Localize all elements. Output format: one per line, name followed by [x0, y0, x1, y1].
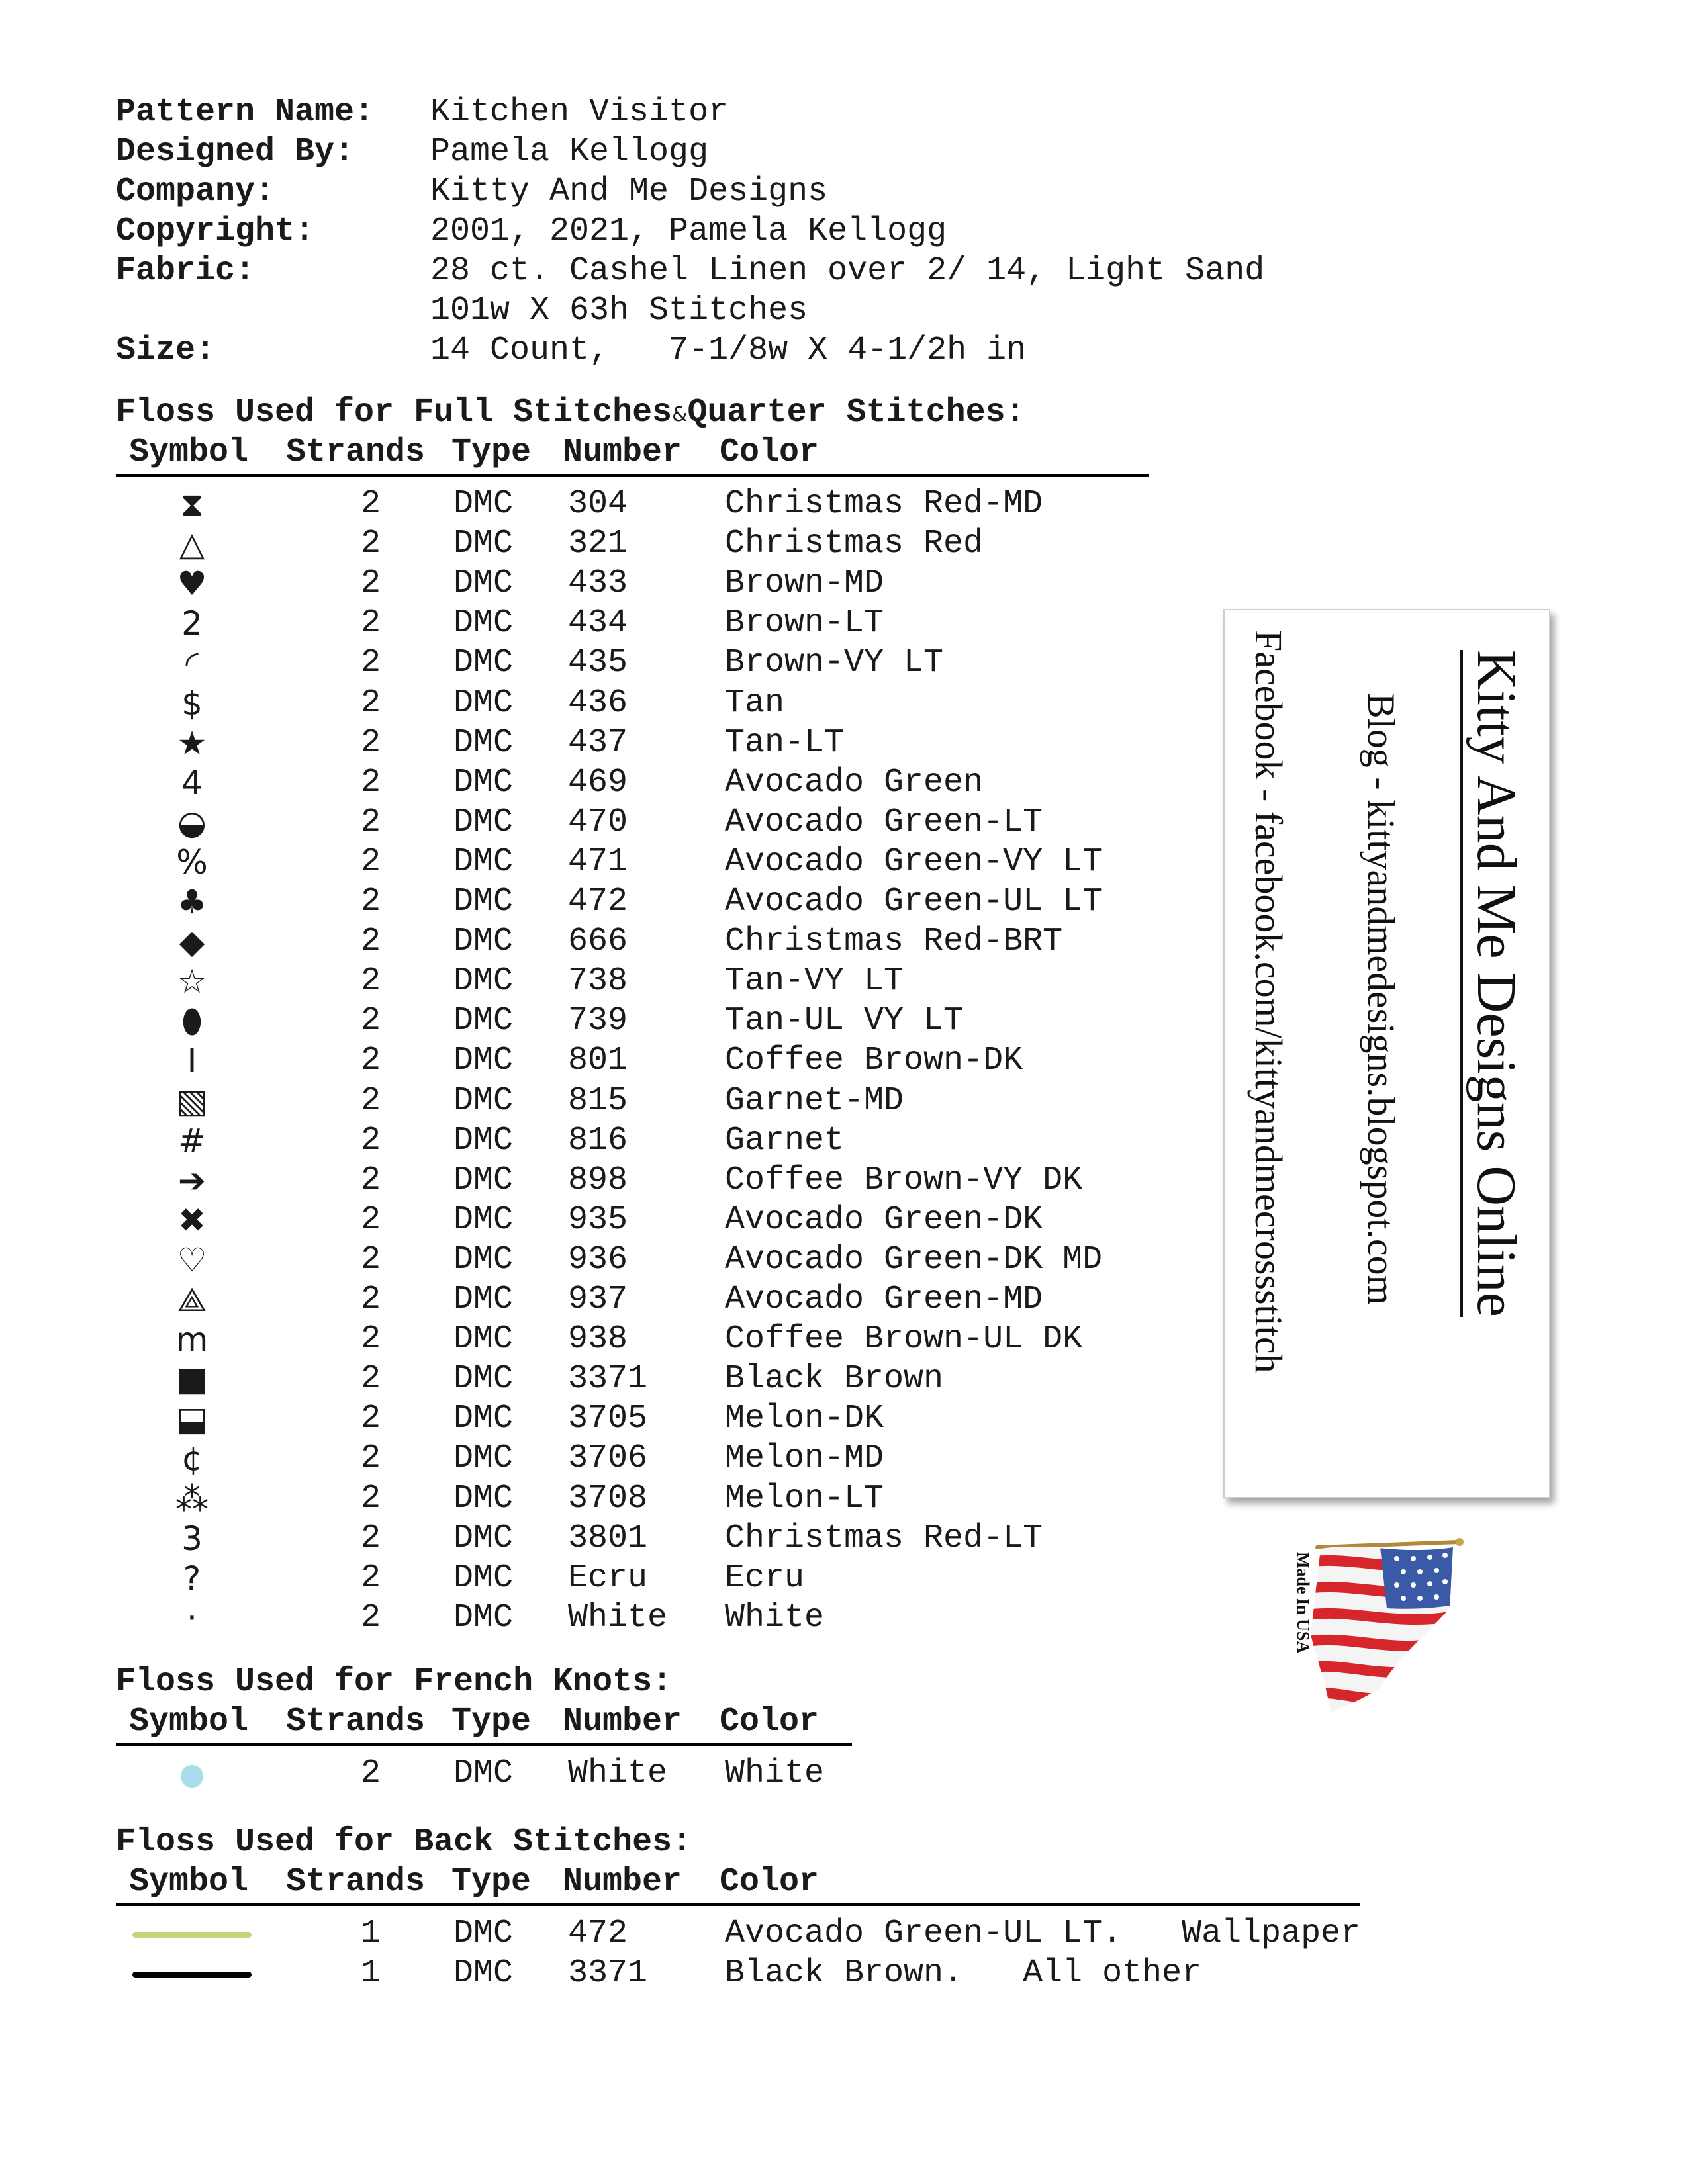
column-header-color: Color: [720, 433, 820, 471]
table-row: [0, 484, 1688, 524]
number-cell: 434: [568, 604, 628, 642]
number-cell: 437: [568, 724, 628, 762]
color-cell: Garnet: [725, 1122, 845, 1160]
type-cell: DMC: [453, 1599, 514, 1637]
flag-caption: Made In USA: [1293, 1552, 1313, 1654]
sign-blog: Blog - kittyandmedesigns.blogspot.com: [1360, 693, 1403, 1305]
back-stitches-title: Floss Used for Back Stitches:: [116, 1823, 692, 1861]
symbol-glyph: ◆: [179, 923, 205, 961]
color-cell: Avocado Green-VY LT: [725, 843, 1103, 881]
number-cell: 816: [568, 1122, 628, 1160]
color-cell: Coffee Brown-UL DK: [725, 1320, 1083, 1358]
color-cell: Coffee Brown-DK: [725, 1042, 1023, 1079]
strands-cell: 2: [361, 803, 381, 841]
type-cell: DMC: [453, 684, 514, 722]
type-cell: DMC: [453, 764, 514, 801]
strands-cell: 2: [361, 1241, 381, 1279]
color-cell: Black Brown: [725, 1360, 944, 1398]
header-value: 14 Count, 7-1/8w X 4-1/2h in: [430, 332, 1027, 369]
color-cell: Avocado Green: [725, 764, 984, 801]
symbol-glyph: ⟁: [177, 1281, 207, 1319]
type-cell: DMC: [453, 604, 514, 642]
table-row: [0, 1914, 1688, 1954]
header-label: Copyright:: [116, 212, 315, 250]
number-cell: 469: [568, 764, 628, 801]
strands-cell: 2: [361, 1480, 381, 1518]
type-cell: DMC: [453, 1520, 514, 1557]
strands-cell: 2: [361, 1002, 381, 1040]
number-cell: 472: [568, 1915, 628, 1952]
strands-cell: 2: [361, 565, 381, 602]
sign-title: Kitty And Me Designs Online: [1460, 650, 1529, 1317]
symbol-glyph: ✖: [178, 1201, 206, 1240]
number-cell: White: [568, 1599, 668, 1637]
column-header-number: Number: [563, 1863, 682, 1901]
color-cell: Christmas Red-MD: [725, 485, 1043, 523]
header-value: 2001, 2021, Pamela Kellogg: [430, 212, 947, 250]
type-cell: DMC: [453, 1954, 514, 1992]
strands-cell: 1: [361, 1954, 381, 1992]
type-cell: DMC: [453, 1320, 514, 1358]
number-cell: 937: [568, 1281, 628, 1318]
symbol-glyph: △: [179, 525, 205, 563]
symbol-glyph: ⬮: [181, 1002, 203, 1040]
header-value: Kitchen Visitor: [430, 93, 729, 131]
symbol-glyph: ☆: [177, 962, 207, 1001]
type-cell: DMC: [453, 1559, 514, 1597]
type-cell: DMC: [453, 883, 514, 921]
number-cell: 304: [568, 485, 628, 523]
strands-cell: 2: [361, 1599, 381, 1637]
number-cell: 3801: [568, 1520, 648, 1557]
symbol-glyph: ◜: [185, 644, 199, 682]
strands-cell: 2: [361, 1559, 381, 1597]
column-header-type: Type: [451, 433, 532, 471]
color-cell: Tan: [725, 684, 785, 722]
number-cell: White: [568, 1754, 668, 1792]
full-stitches-rule: [116, 474, 1149, 477]
header-label: Designed By:: [116, 133, 355, 171]
symbol-glyph: ¢: [181, 1439, 203, 1478]
number-cell: Ecru: [568, 1559, 648, 1597]
header-value: 101w X 63h Stitches: [430, 292, 808, 330]
strands-cell: 2: [361, 604, 381, 642]
type-cell: DMC: [453, 1360, 514, 1398]
header-value: Pamela Kellogg: [430, 133, 709, 171]
color-cell: Melon-MD: [725, 1439, 884, 1477]
strands-cell: 2: [361, 1360, 381, 1398]
number-cell: 3706: [568, 1439, 648, 1477]
strands-cell: 2: [361, 1201, 381, 1239]
type-cell: DMC: [453, 1082, 514, 1120]
type-cell: DMC: [453, 1281, 514, 1318]
color-cell: Christmas Red-LT: [725, 1520, 1043, 1557]
type-cell: DMC: [453, 485, 514, 523]
symbol-glyph: ♣: [177, 883, 207, 921]
color-cell: Brown-MD: [725, 565, 884, 602]
table-row: [0, 1954, 1688, 1993]
number-cell: 3705: [568, 1400, 648, 1437]
color-cell: Avocado Green-DK MD: [725, 1241, 1103, 1279]
color-cell: Melon-DK: [725, 1400, 884, 1437]
number-cell: 433: [568, 565, 628, 602]
color-cell: White: [725, 1754, 825, 1792]
french-knots-rule: [116, 1743, 852, 1746]
symbol-glyph: ▧: [176, 1082, 208, 1120]
number-cell: 3708: [568, 1480, 648, 1518]
strands-cell: 2: [361, 485, 381, 523]
type-cell: DMC: [453, 1754, 514, 1792]
number-cell: 739: [568, 1002, 628, 1040]
symbol-glyph: ·: [187, 1599, 197, 1637]
color-cell: Christmas Red: [725, 525, 984, 563]
strands-cell: 2: [361, 843, 381, 881]
number-cell: 472: [568, 883, 628, 921]
backstitch-line-swatch: [132, 1932, 252, 1938]
color-cell: Avocado Green-LT: [725, 803, 1043, 841]
symbol-glyph: ♥: [177, 565, 207, 603]
symbol-glyph: I: [187, 1042, 197, 1080]
strands-cell: 2: [361, 644, 381, 682]
number-cell: 321: [568, 525, 628, 563]
column-header-strands: Strands: [286, 1703, 426, 1741]
number-cell: 935: [568, 1201, 628, 1239]
strands-cell: 2: [361, 962, 381, 1000]
type-cell: DMC: [453, 565, 514, 602]
color-cell: Brown-VY LT: [725, 644, 944, 682]
type-cell: DMC: [453, 1241, 514, 1279]
strands-cell: 2: [361, 1520, 381, 1557]
number-cell: 436: [568, 684, 628, 722]
symbol-glyph: #: [178, 1122, 206, 1160]
strands-cell: 2: [361, 1400, 381, 1437]
number-cell: 938: [568, 1320, 628, 1358]
french-knot-dot-icon: [177, 1760, 207, 1790]
number-cell: 435: [568, 644, 628, 682]
column-header-color: Color: [720, 1863, 820, 1901]
type-cell: DMC: [453, 1042, 514, 1079]
column-header-strands: Strands: [286, 1863, 426, 1901]
column-header-strands: Strands: [286, 433, 426, 471]
type-cell: DMC: [453, 1439, 514, 1477]
strands-cell: 2: [361, 1082, 381, 1120]
type-cell: DMC: [453, 1002, 514, 1040]
type-cell: DMC: [453, 644, 514, 682]
column-header-number: Number: [563, 1703, 682, 1741]
back-stitches-rule: [116, 1903, 1360, 1906]
strands-cell: 2: [361, 1439, 381, 1477]
strands-cell: 2: [361, 724, 381, 762]
type-cell: DMC: [453, 724, 514, 762]
color-cell: Tan-UL VY LT: [725, 1002, 964, 1040]
color-cell: White: [725, 1599, 825, 1637]
strands-cell: 2: [361, 764, 381, 801]
symbol-glyph: 2: [181, 604, 203, 643]
number-cell: 936: [568, 1241, 628, 1279]
symbol-glyph: 4: [181, 764, 203, 802]
symbol-glyph: ?: [183, 1559, 201, 1598]
french-knots-title: Floss Used for French Knots:: [116, 1663, 673, 1701]
strands-cell: 2: [361, 1161, 381, 1199]
table-row: [0, 564, 1688, 604]
number-cell: 801: [568, 1042, 628, 1079]
color-cell: Avocado Green-MD: [725, 1281, 1043, 1318]
color-cell: Tan-LT: [725, 724, 845, 762]
strands-cell: 2: [361, 1320, 381, 1358]
strands-cell: 2: [361, 923, 381, 960]
full-stitches-title: Floss Used for Full Stitches&Quarter Stitches:: [116, 394, 1025, 432]
type-cell: DMC: [453, 843, 514, 881]
strands-cell: 1: [361, 1915, 381, 1952]
color-cell: Tan-VY LT: [725, 962, 904, 1000]
symbol-glyph: m: [175, 1320, 209, 1359]
symbol-glyph: %: [176, 843, 208, 882]
color-cell: Avocado Green-UL LT. Wallpaper: [725, 1915, 1361, 1952]
color-cell: Black Brown. All other: [725, 1954, 1202, 1992]
number-cell: 666: [568, 923, 628, 960]
number-cell: 3371: [568, 1954, 648, 1992]
color-cell: Garnet-MD: [725, 1082, 904, 1120]
type-cell: DMC: [453, 923, 514, 960]
strands-cell: 2: [361, 1042, 381, 1079]
symbol-glyph: ⧗: [180, 485, 204, 523]
column-header-type: Type: [451, 1703, 532, 1741]
color-cell: Ecru: [725, 1559, 805, 1597]
header-value: Kitty And Me Designs: [430, 173, 828, 210]
column-header-symbol: Symbol: [129, 433, 249, 471]
strands-cell: 2: [361, 1281, 381, 1318]
usa-flag-image: [1281, 1535, 1479, 1721]
column-header-color: Color: [720, 1703, 820, 1741]
header-value: 28 ct. Cashel Linen over 2/ 14, Light Sand: [430, 252, 1265, 290]
type-cell: DMC: [453, 1915, 514, 1952]
color-cell: Christmas Red-BRT: [725, 923, 1063, 960]
number-cell: 471: [568, 843, 628, 881]
online-info-sign: [1223, 609, 1550, 1498]
strands-cell: 2: [361, 1122, 381, 1160]
column-header-symbol: Symbol: [129, 1863, 249, 1901]
column-header-type: Type: [451, 1863, 532, 1901]
type-cell: DMC: [453, 1122, 514, 1160]
header-label: Fabric:: [116, 252, 256, 290]
number-cell: 470: [568, 803, 628, 841]
backstitch-line-swatch: [132, 1972, 252, 1978]
header-label: Pattern Name:: [116, 93, 375, 131]
sign-facebook: Facebook - facebook.com/kittyandmecrossstitch: [1247, 630, 1290, 1373]
symbol-glyph: ◒: [177, 803, 207, 842]
header-label: Company:: [116, 173, 275, 210]
table-row: [0, 1754, 1688, 1794]
symbol-glyph: 3: [181, 1520, 203, 1558]
header-label: Size:: [116, 332, 216, 369]
strands-cell: 2: [361, 883, 381, 921]
column-header-symbol: Symbol: [129, 1703, 249, 1741]
type-cell: DMC: [453, 1161, 514, 1199]
symbol-glyph: $: [181, 684, 203, 723]
type-cell: DMC: [453, 1480, 514, 1518]
symbol-glyph: ➔: [178, 1161, 206, 1200]
type-cell: DMC: [453, 962, 514, 1000]
number-cell: 738: [568, 962, 628, 1000]
strands-cell: 2: [361, 525, 381, 563]
symbol-glyph: ■: [176, 1360, 208, 1398]
number-cell: 3371: [568, 1360, 648, 1398]
number-cell: 815: [568, 1082, 628, 1120]
symbol-glyph: ⬓: [176, 1400, 208, 1438]
color-cell: Coffee Brown-VY DK: [725, 1161, 1083, 1199]
column-header-number: Number: [563, 433, 682, 471]
symbol-glyph: ♡: [177, 1241, 207, 1279]
type-cell: DMC: [453, 525, 514, 563]
color-cell: Melon-LT: [725, 1480, 884, 1518]
color-cell: Avocado Green-DK: [725, 1201, 1043, 1239]
strands-cell: 2: [361, 1754, 381, 1792]
type-cell: DMC: [453, 1400, 514, 1437]
number-cell: 898: [568, 1161, 628, 1199]
symbol-glyph: ⁂: [175, 1480, 209, 1518]
type-cell: DMC: [453, 1201, 514, 1239]
color-cell: Avocado Green-UL LT: [725, 883, 1103, 921]
type-cell: DMC: [453, 803, 514, 841]
table-row: [0, 524, 1688, 564]
color-cell: Brown-LT: [725, 604, 884, 642]
symbol-glyph: ★: [177, 724, 207, 762]
strands-cell: 2: [361, 684, 381, 722]
